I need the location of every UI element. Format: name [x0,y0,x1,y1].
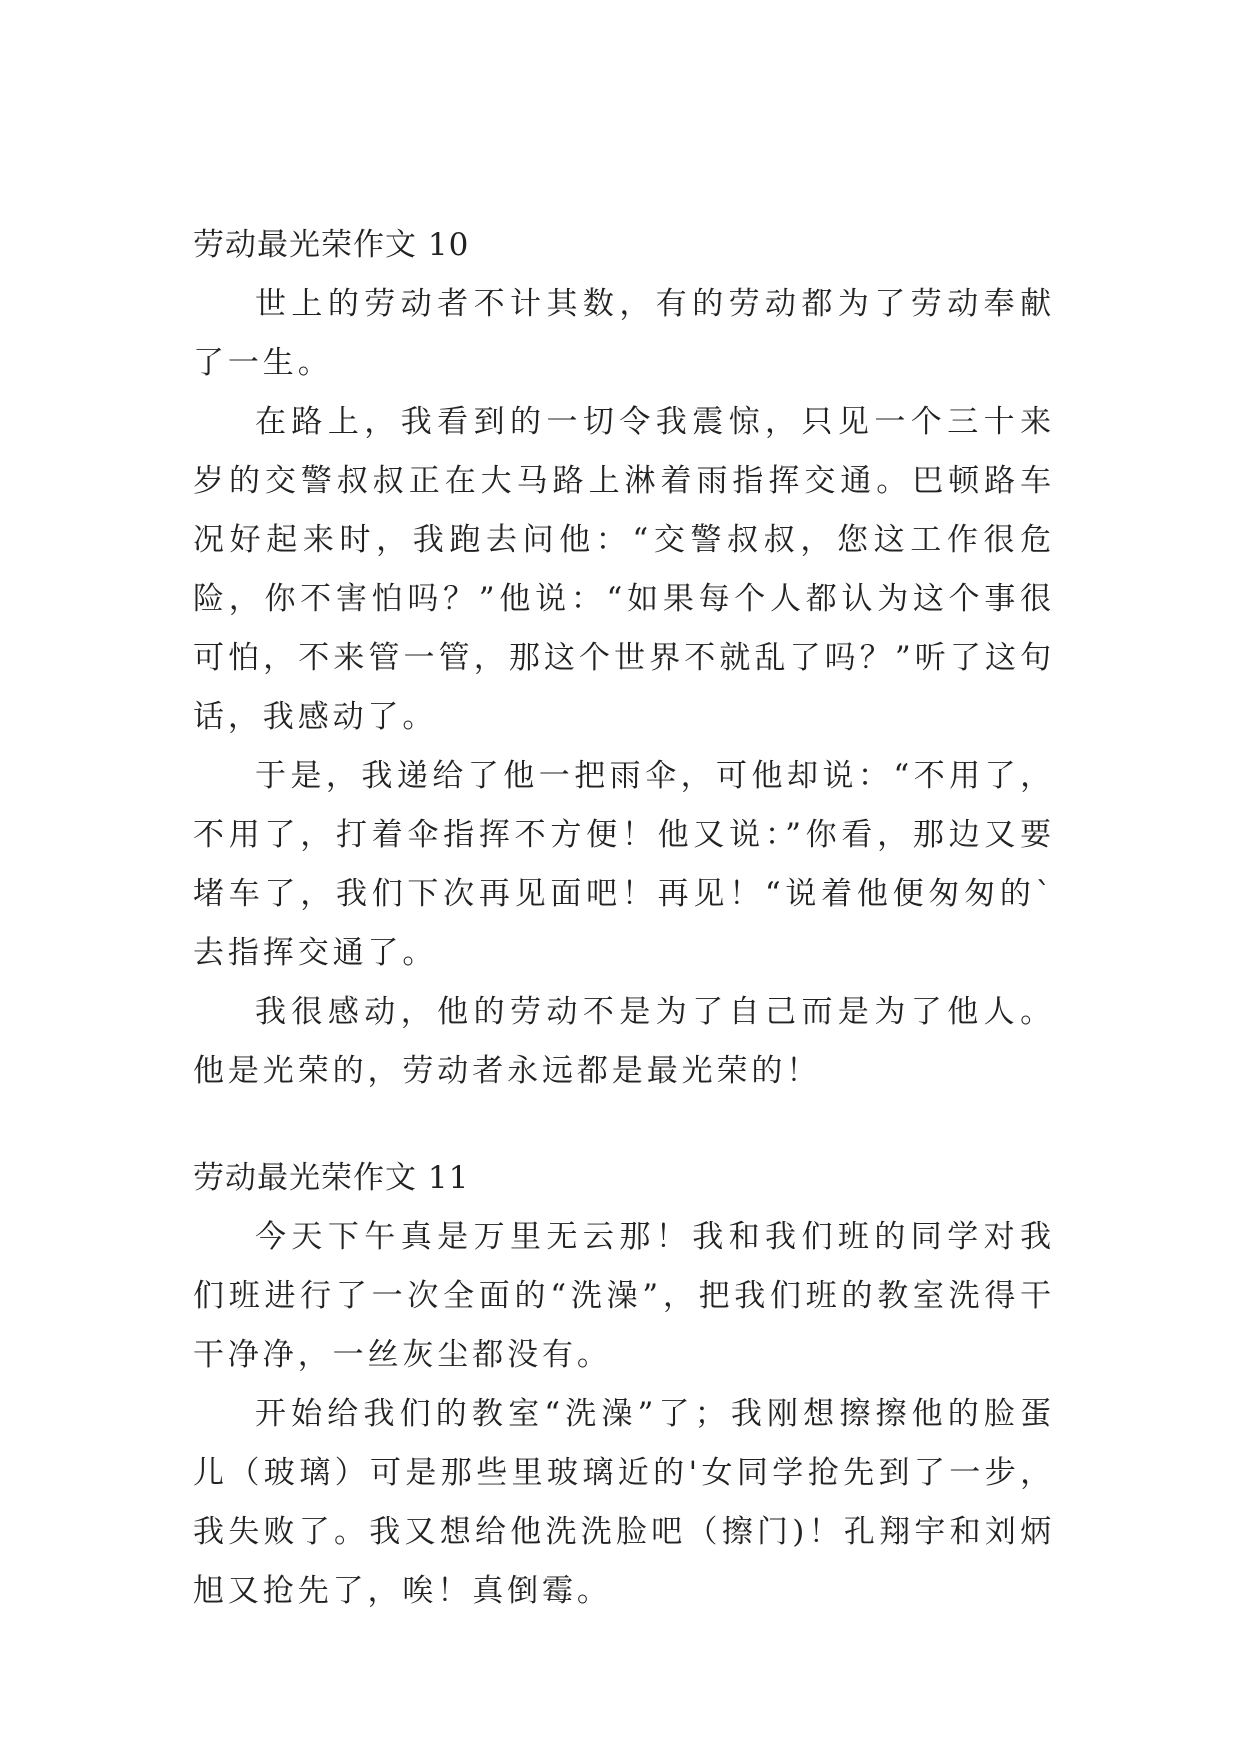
document-content [193,216,1055,1621]
essay-paragraph: 于是，我递给了他一把雨伞，可他却说：“不用了，不用了，打着伞指挥不方便！他又说：”你看，那边又要堵车了，我们下次再见面吧！再见！“说着他便匆匆的`去指挥交通了。 [193,758,1055,971]
essay-paragraph: 世上的劳动者不计其数，有的劳动都为了劳动奉献了一生。 [193,286,1055,381]
essay-paragraph: 今天下午真是万里无云那！我和我们班的同学对我们班进行了一次全面的“洗澡”，把我们班的教室洗得干干净净，一丝灰尘都没有。 [193,1219,1055,1373]
essay-11 [193,1149,1055,1621]
essay-paragraph: 我很感动，他的劳动不是为了自己而是为了他人。他是光荣的，劳动者永远都是最光荣的！ [193,994,1055,1089]
essay-paragraph: 开始给我们的教室“洗澡”了；我刚想擦擦他的脸蛋儿（玻璃）可是那些里玻璃近的'女同学抢先到了一步，我失败了。我又想给他洗洗脸吧（擦门)！孔翔宇和刘炳旭又抢先了，唉！真倒霉。 [193,1396,1055,1609]
essay-title: 劳动最光荣作文 10 [193,227,470,263]
essay-paragraph: 在路上，我看到的一切令我震惊，只见一个三十来岁的交警叔叔正在大马路上淋着雨指挥交通。巴顿路车况好起来时，我跑去问他：“交警叔叔，您这工作很危险，你不害怕吗？”他说：“如果每个人都认为这个事很可怕，不来管一管，那这个世界不就乱了吗？”听了这句话，我感动了。 [193,404,1055,735]
essay-10 [193,216,1055,1101]
essay-title: 劳动最光荣作文 11 [193,1160,470,1196]
